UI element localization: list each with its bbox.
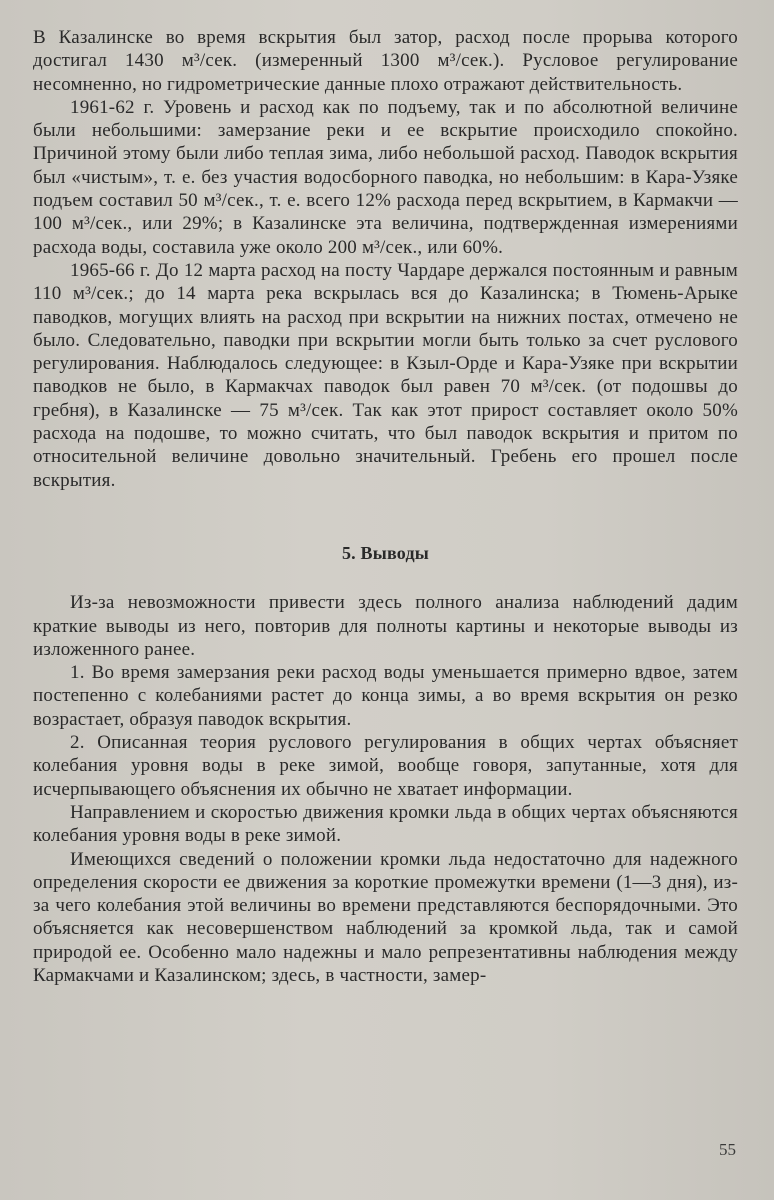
paragraph: 1961-62 г. Уровень и расход как по подъему, так и по абсолютной величине были небольшими: замерзание реки и ее вскрытие происходило спокойно. Причиной этому были либо теплая зима, либо небольшой расход. Паводок вскрытия был «чистым», т. е. без участия водосборного паводка, но небольшим: в Кара-Узяке подъем составил 50 м³/сек., т. е. всего 12% расхода перед вскрытием, в Кармакчи — 100 м³/сек., или 29%; в Казалинске эта величина, подтвержденная измерениями расхода воды, составила уже около 200 м³/сек., или 60%. bbox=[33, 96, 738, 258]
page-body bbox=[33, 26, 738, 987]
page-number: 55 bbox=[719, 1140, 736, 1159]
paragraph: Из-за невозможности привести здесь полного анализа наблюдений дадим краткие выводы из него, повторив для полноты картины и некоторые выводы из изложенного ранее. bbox=[33, 592, 738, 660]
section-heading: 5. Выводы bbox=[341, 542, 430, 563]
paragraph: 1. Во время замерзания реки расход воды уменьшается примерно вдвое, затем постепенно с колебаниями растет до конца зимы, а во время вскрытия он резко возрастает, образуя паводок вскрытия. bbox=[33, 662, 738, 730]
paragraph: Имеющихся сведений о положении кромки льда недостаточно для надежного определения скорости ее движения за короткие промежутки времени (1—3 дня), из-за чего колебания этой величины во времени представляются беспорядочными. Это объясняется как несовершенством наблюдений за кромкой льда, так и самой природой ее. Особенно мало надежны и мало репрезентативны наблюдения между Кармакчами и Казалинском; здесь, в частности, замер- bbox=[33, 848, 738, 986]
paragraph: Направлением и скоростью движения кромки льда в общих чертах объясняются колебания уровня воды в реке зимой. bbox=[33, 801, 738, 847]
paragraph: 2. Описанная теория руслового регулирования в общих чертах объясняет колебания уровня воды в реке зимой, вообще говоря, запутанные, хотя для исчерпывающего объяснения их обычно не хватает информации. bbox=[33, 732, 738, 800]
paragraph: В Казалинске во время вскрытия был затор, расход после прорыва которого достигал 1430 м³/сек. (измеренный 1300 м³/сек.). Русловое регулирование несомненно, но гидрометрические данные плохо отражают действительность. bbox=[33, 27, 738, 95]
paragraph: 1965-66 г. До 12 марта расход на посту Чардаре держался постоянным и равным 110 м³/сек.; до 14 марта река вскрылась вся до Казалинска; в Тюмень-Арыке паводков, могущих влиять на расход при вскрытии на нижних постах, отмечено не было. Следовательно, паводки при вскрытии могли быть только за счет руслового регулирования. Наблюдалось следующее: в Кзыл-Орде и Кара-Узяке при вскрытии паводков не было, в Кармакчах паводок был равен 70 м³/сек. (от подошвы до гребня), в Казалинске — 75 м³/сек. Так как этот прирост составляет около 50% расхода на подошве, то можно считать, что был паводок вскрытия и притом по относительной величине довольно значительный. Гребень его прошел после вскрытия. bbox=[33, 259, 738, 491]
